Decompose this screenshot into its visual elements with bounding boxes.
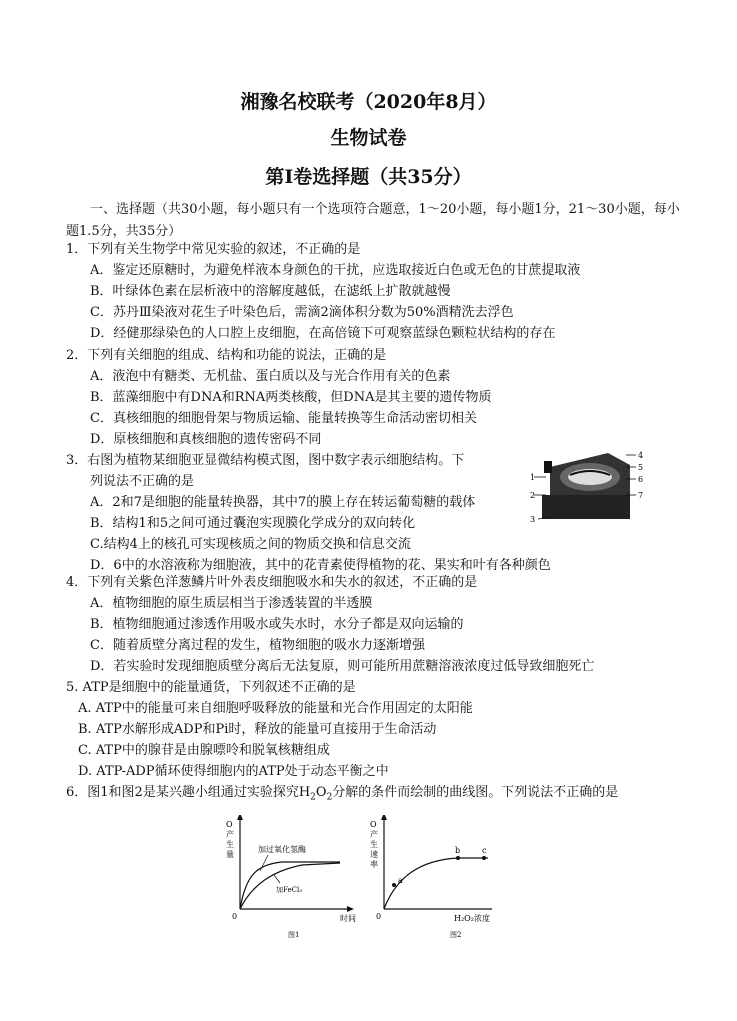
subject-title: 生物试卷 [330, 127, 407, 149]
question-2-option-c: C．真核细胞的细胞骨架与物质运输、能量转换等生命活动密切相关 [90, 411, 477, 427]
fig2-xlabel: H₂O₂浓度 [454, 914, 490, 923]
question-4-option-d: D．若实验时发现细胞质壁分离后无法复原，则可能所用蔗糖溶液浓度过低导致细胞死亡 [90, 659, 595, 675]
fig1-xlabel: 时间 [340, 914, 356, 923]
question-1-stem: 1．下列有关生物学中常见实验的叙述，不正确的是 [66, 242, 361, 257]
question-2-stem: 2．下列有关细胞的组成、结构和功能的说法，正确的是 [66, 348, 387, 363]
label-2: 2 [530, 491, 536, 500]
fig2-label-b: b [455, 846, 461, 855]
fig1-ylabel-3: 生 [226, 840, 234, 849]
question-1 [66, 239, 686, 344]
question-3-option-d: D．6中的水溶液称为细胞液，其中的花青素使得植物的花、果实和叶有各种颜色 [90, 558, 551, 574]
question-5 [66, 677, 686, 782]
question-3-option-b: B．结构1和5之间可通过囊泡实现膜化学成分的双向转化 [90, 516, 416, 532]
fig1-x-arrow [347, 906, 354, 912]
cell-structure-diagram [530, 447, 670, 527]
fig1-origin: 0 [232, 912, 238, 921]
question-6 [66, 782, 686, 809]
question-3-option-a: A．2和7是细胞的能量转换器，其中7的膜上存在转运葡萄糖的载体 [90, 495, 476, 511]
question-2-option-a: A．液泡中有糖类、无机盐、蛋白质以及与光合作用有关的色素 [90, 369, 451, 385]
question-2 [66, 345, 686, 450]
question-4 [66, 572, 686, 677]
question-4-option-c: C．随着质壁分离过程的发生，植物细胞的吸水力逐渐增强 [90, 638, 425, 654]
question-6-sub1: 2 [310, 792, 316, 803]
question-2-option-b: B．蓝藻细胞中有DNA和RNA两类核酸，但DNA是其主要的遗传物质 [90, 390, 492, 406]
label-3: 3 [530, 515, 536, 524]
question-6-stem-part2: O [315, 785, 327, 800]
question-1-option-c: C．苏丹Ⅲ染液对花生子叶染色后，需滴2滴体积分数为50%酒精洗去浮色 [90, 305, 514, 321]
label-4: 4 [638, 451, 644, 460]
question-5-option-b: B. ATP水解形成ADP和Pi时，释放的能量可直接用于生命活动 [78, 722, 437, 738]
figures-1-and-2 [222, 815, 492, 940]
fig1-y-arrow [237, 815, 243, 820]
fig2-point-a [392, 883, 396, 887]
question-5-option-c: C. ATP中的腺苷是由腺嘌呤和脱氧核糖组成 [78, 743, 330, 759]
question-5-option-d: D. ATP-ADP循环使得细胞内的ATP处于动态平衡之中 [78, 764, 389, 780]
label-6: 6 [638, 475, 644, 484]
question-4-option-a: A．植物细胞的原生质层相当于渗透装置的半透膜 [90, 596, 373, 612]
fig2-ylabel-1: O [370, 820, 377, 829]
figure-1 [226, 815, 356, 939]
fig2-label-a: a [398, 876, 403, 885]
question-6-stem-part3: 分解的条件而绘制的曲线图。下列说法不正确的是 [332, 785, 619, 800]
fig1-ylabel-1: O [226, 820, 233, 829]
fig1-fecl3-pointer [274, 875, 280, 883]
question-3-stem-line2: 列说法不正确的是 [90, 474, 195, 490]
question-6-sub2: 2 [326, 792, 333, 803]
fig1-caption: 图1 [288, 931, 300, 939]
question-6-stem-part1: 6．图1和图2是某兴趣小组通过实验探究H [66, 785, 311, 800]
question-2-option-d: D．原核细胞和真核细胞的遗传密码不同 [90, 432, 322, 448]
cell-wall-fragment [544, 461, 552, 473]
question-5-stem: 5. ATP是细胞中的能量通货，下列叙述不正确的是 [66, 680, 356, 695]
question-1-option-a: A．鉴定还原糖时，为避免样液本身颜色的干扰，应选取接近白色或无色的甘蔗提取液 [90, 263, 581, 279]
section-instructions: 一、选择题（共30小题，每小题只有一个选项符合题意，1～20小题，每小题1分，21～30小题，每小题1.5分，共35分） [66, 202, 680, 239]
fig2-caption: 图2 [450, 931, 462, 939]
question-6-stem [66, 782, 686, 809]
question-4-option-b: B．植物细胞通过渗透作用吸水或失水时，水分子都是双向运输的 [90, 617, 464, 633]
fig2-label-c: c [482, 846, 487, 855]
section-title: 第Ⅰ卷选择题（共35分） [265, 166, 472, 188]
fig2-point-c [482, 856, 486, 860]
fig1-ylabel-2: 产 [226, 830, 234, 839]
fig1-curve1-label: 加过氧化氢酶 [258, 845, 306, 854]
question-4-stem: 4．下列有关紫色洋葱鳞片叶外表皮细胞吸水和失水的叙述，不正确的是 [66, 575, 478, 590]
cell-base-shape [542, 495, 630, 519]
label-1: 1 [530, 473, 536, 482]
fig2-origin: 0 [376, 912, 382, 921]
question-3-stem-line1: 3．右图为植物某细胞亚显微结构模式图，图中数字表示细胞结构。下 [66, 453, 465, 468]
figure-2 [370, 815, 492, 939]
fig2-point-b [456, 856, 460, 860]
fig1-ylabel-4: 量 [226, 850, 234, 859]
fig1-curve2-label: 加FeCl₃ [276, 886, 303, 894]
exam-title: 湘豫名校联考（2020年8月） [240, 91, 497, 113]
fig2-ylabel-4: 速 [370, 850, 378, 859]
label-7: 7 [638, 491, 644, 500]
question-1-option-b: B．叶绿体色素在层析液中的溶解度越低，在滤纸上扩散就越慢 [90, 284, 451, 300]
question-3-option-c: C.结构4上的核孔可实现核质之间的物质交换和信息交流 [90, 537, 411, 553]
fig2-y-arrow [381, 815, 387, 820]
question-1-option-d: D．经健那绿染色的人口腔上皮细胞，在高倍镜下可观察蓝绿色颗粒状结构的存在 [90, 326, 556, 342]
fig1-enzyme-pointer [260, 855, 268, 871]
fig2-ylabel-2: 产 [370, 830, 378, 839]
question-5-option-a: A. ATP中的能量可来自细胞呼吸释放的能量和光合作用固定的太阳能 [78, 701, 473, 717]
fig2-ylabel-3: 生 [370, 840, 378, 849]
fig2-ylabel-5: 率 [370, 860, 378, 869]
label-5: 5 [638, 463, 644, 472]
